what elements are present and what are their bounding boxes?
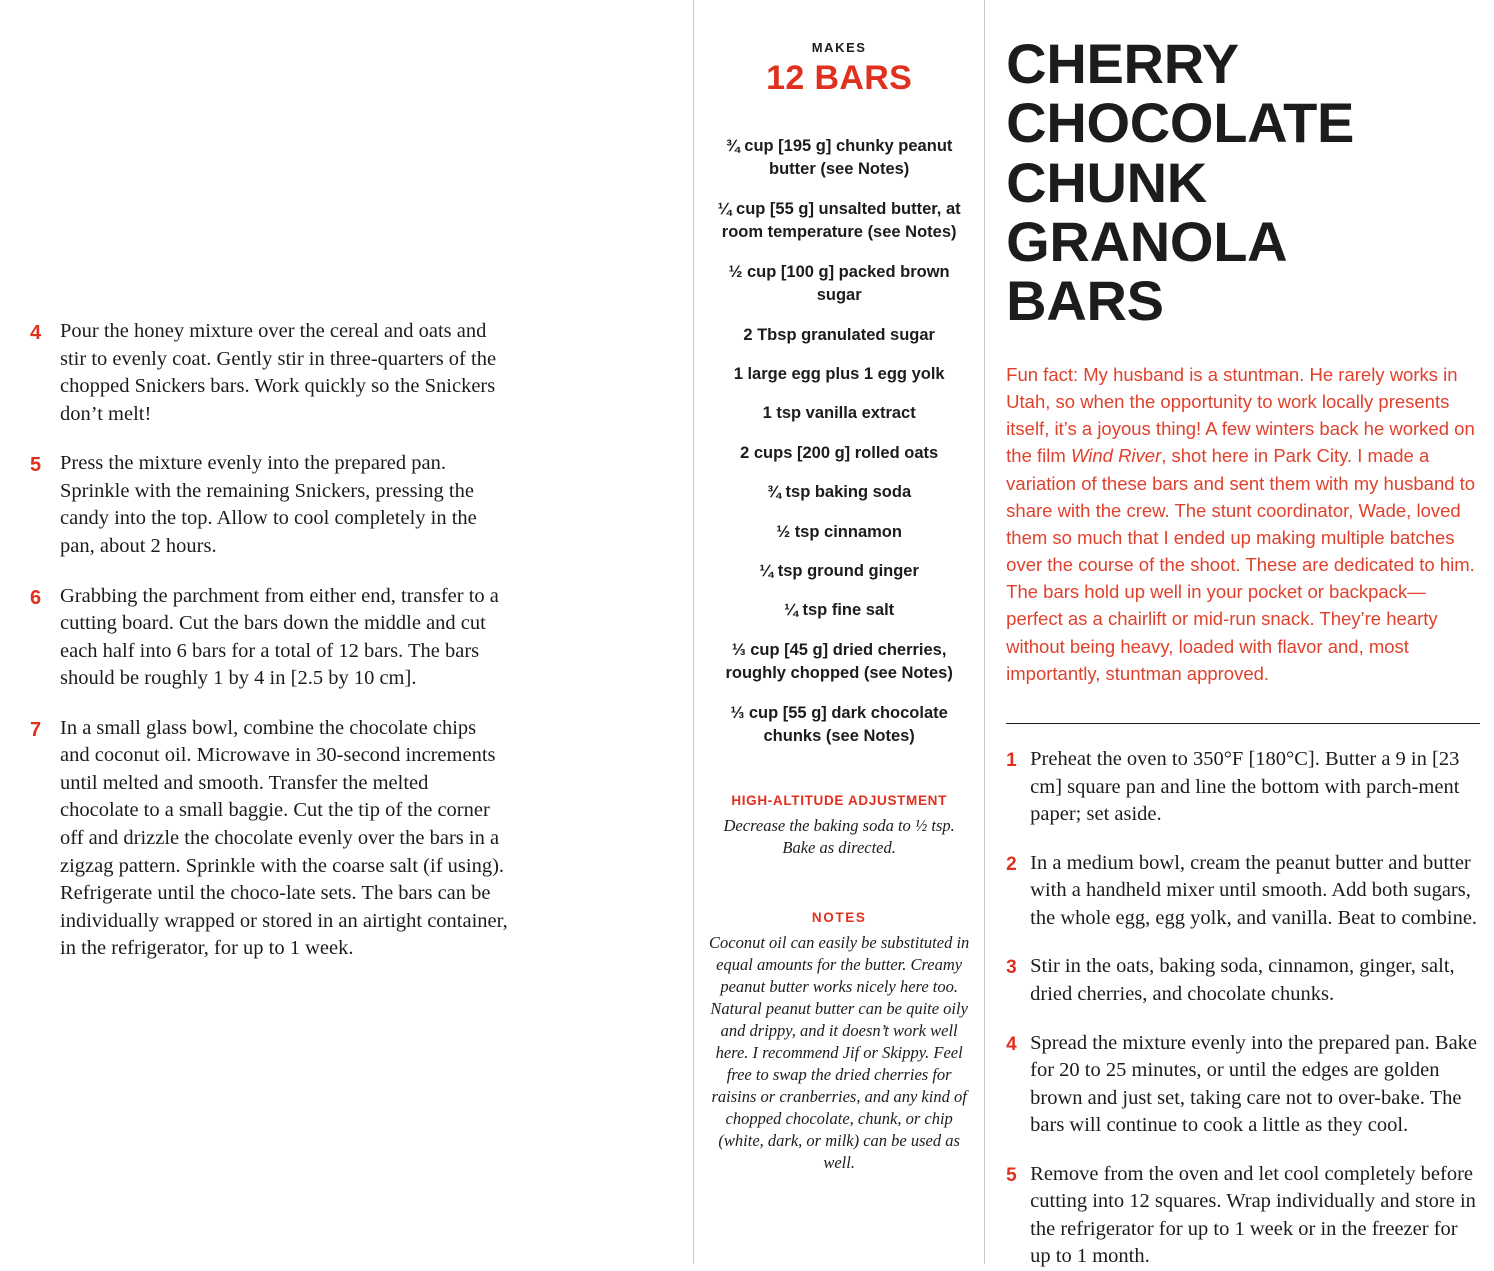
column-divider-left bbox=[693, 0, 694, 1264]
ingredient-item: ¼ tsp fine salt bbox=[784, 601, 895, 620]
step-number: 3 bbox=[1006, 957, 1017, 979]
ingredient-item: ¼ tsp ground ginger bbox=[759, 562, 919, 581]
recipe-step bbox=[1006, 1161, 1480, 1271]
ingredient-item: ¾ tsp baking soda bbox=[767, 483, 912, 502]
column-divider-right bbox=[984, 0, 985, 1264]
makes-count: 12 BARS bbox=[766, 59, 913, 97]
step-text: Preheat the oven to 350°F [180°C]. Butter a 9 in [23 cm] square pan and line the bottom with parch-ment paper; set aside. bbox=[1030, 748, 1460, 826]
step-text: Grabbing the parchment from either end, transfer to a cutting board. Cut the bars down the middle and cut each half into 6 bars for a total of 12 bars. The bars should be roughly 1 by 4 in [2.5 by 10 cm]. bbox=[60, 584, 499, 690]
ingredient-item: 1 large egg plus 1 egg yolk bbox=[733, 364, 945, 383]
step-number: 4 bbox=[1006, 1033, 1017, 1055]
page-title: CHERRY CHOCOLATE CHUNK GRANOLA BARS bbox=[1006, 32, 1355, 333]
step-text: Stir in the oats, baking soda, cinnamon, ginger, salt, dried cherries, and chocolate chunks. bbox=[1030, 955, 1455, 1005]
ingredient-item: 2 Tbsp granulated sugar bbox=[743, 325, 935, 344]
notes-body: Coconut oil can easily be substituted in equal amounts for the butter. Creamy peanut butter works nicely here too. Natural peanut butter can be quite oily and drippy, and it doesn’t work well here. I recommend Jif or Skippy. Feel free to swap the dried cherries for raisins or cranberries, and any kind of chopped chocolate, chunk, or chip (white, dark, or milk) can be used as well. bbox=[709, 933, 970, 1172]
step-number: 2 bbox=[1006, 853, 1017, 875]
ingredients-column bbox=[694, 0, 984, 1264]
recipe-step bbox=[1006, 953, 1480, 1008]
recipe-step bbox=[1006, 1030, 1480, 1140]
recipe-step bbox=[30, 583, 694, 693]
left-column-continued-steps bbox=[0, 0, 694, 1264]
ingredient-item: ⅓ cup [55 g] dark chocolate chunks (see Notes) bbox=[730, 703, 948, 746]
recipe-step bbox=[30, 318, 694, 428]
recipe-step bbox=[30, 450, 694, 560]
ingredient-item: ¼ cup [55 g] unsalted butter, at room temperature (see Notes) bbox=[717, 199, 961, 242]
step-text: Spread the mixture evenly into the prepared pan. Bake for 20 to 25 minutes, or until the edges are golden brown and just set, taking care not to over-bake. The bars will continue to cook a little as they cool. bbox=[1030, 1031, 1478, 1137]
ingredient-item: ¾ cup [195 g] chunky peanut butter (see Notes) bbox=[725, 137, 953, 179]
recipe-step bbox=[30, 715, 694, 963]
step-number: 5 bbox=[30, 454, 42, 477]
step-number: 4 bbox=[30, 322, 42, 344]
step-number: 5 bbox=[1006, 1164, 1017, 1186]
headnote-film-title: Wind River bbox=[1070, 445, 1162, 467]
step-text: Pour the honey mixture over the cereal and oats and stir to evenly coat. Gently stir in three-quarters of the chopped Snickers bars. Work quickly so the Snickers don’t melt! bbox=[60, 320, 497, 425]
ingredient-item: ½ cup [100 g] packed brown sugar bbox=[728, 262, 950, 305]
step-text: Press the mixture evenly into the prepared pan. Sprinkle with the remaining Snickers, pressing the candy into the top. Allow to cool completely in the pan, about 2 hours. bbox=[60, 452, 477, 557]
ingredient-item: 1 tsp vanilla extract bbox=[762, 404, 916, 423]
ingredient-item: ⅓ cup [45 g] dried cherries, roughly chopped (see Notes) bbox=[725, 640, 953, 683]
makes-label: MAKES bbox=[811, 40, 867, 55]
high-altitude-body: Decrease the baking soda to ½ tsp. Bake as directed. bbox=[723, 815, 955, 857]
headnote-part1: Fun fact: My husband is a stuntman. He rarely works in Utah, so when the opportunity to work locally presents itself, it’s a joyous thing! A few winters back he worked on the film bbox=[1006, 363, 1475, 467]
recipe-main-column bbox=[984, 0, 1494, 1268]
ingredient-item: 2 cups [200 g] rolled oats bbox=[740, 443, 939, 462]
headnote-part2: , shot here in Park City. I made a variation of these bars and sent them with my husband to share with the crew. The stunt coordinator, Wade, loved them so much that I ended up making multiple batches over the course of the shoot. These are dedicated to him. The bars hold up well in your pocket or backpack—perfect as a chairlift or mid-run snack. They’re hearty without being heavy, loaded with flavor and, most importantly, stuntman approved. bbox=[1006, 445, 1476, 684]
step-text: Remove from the oven and let cool completely before cutting into 12 squares. Wrap individually and store in the refrigerator for up to 1 week or in the freezer for up to 1 month. bbox=[1030, 1162, 1476, 1268]
step-text: In a medium bowl, cream the peanut butter and butter with a handheld mixer until smooth. Add both sugars, the whole egg, egg yolk, and vanilla. Beat to combine. bbox=[1030, 851, 1478, 929]
section-divider bbox=[1006, 723, 1480, 724]
notes-heading: NOTES bbox=[811, 910, 867, 926]
step-number: 7 bbox=[30, 718, 42, 741]
headnote bbox=[1006, 361, 1480, 687]
step-number: 6 bbox=[30, 586, 42, 609]
ingredient-item: ½ tsp cinnamon bbox=[776, 522, 902, 541]
step-text: In a small glass bowl, combine the chocolate chips and coconut oil. Microwave in 30-second increments until melted and smooth. Transfer the melted chocolate to a small baggie. Cut the tip of the corner off and drizzle the chocolate evenly over the bars in a zigzag pattern. Sprinkle with the coarse salt (if using). Refrigerate until the choco-late sets. The bars can be individually wrapped or stored in an airtight container, in the refrigerator, for up to 1 week. bbox=[60, 716, 508, 960]
recipe-step bbox=[1006, 746, 1480, 829]
recipe-step bbox=[1006, 850, 1480, 933]
step-number: 1 bbox=[1006, 750, 1017, 772]
high-altitude-heading: HIGH-ALTITUDE ADJUSTMENT bbox=[731, 792, 947, 808]
